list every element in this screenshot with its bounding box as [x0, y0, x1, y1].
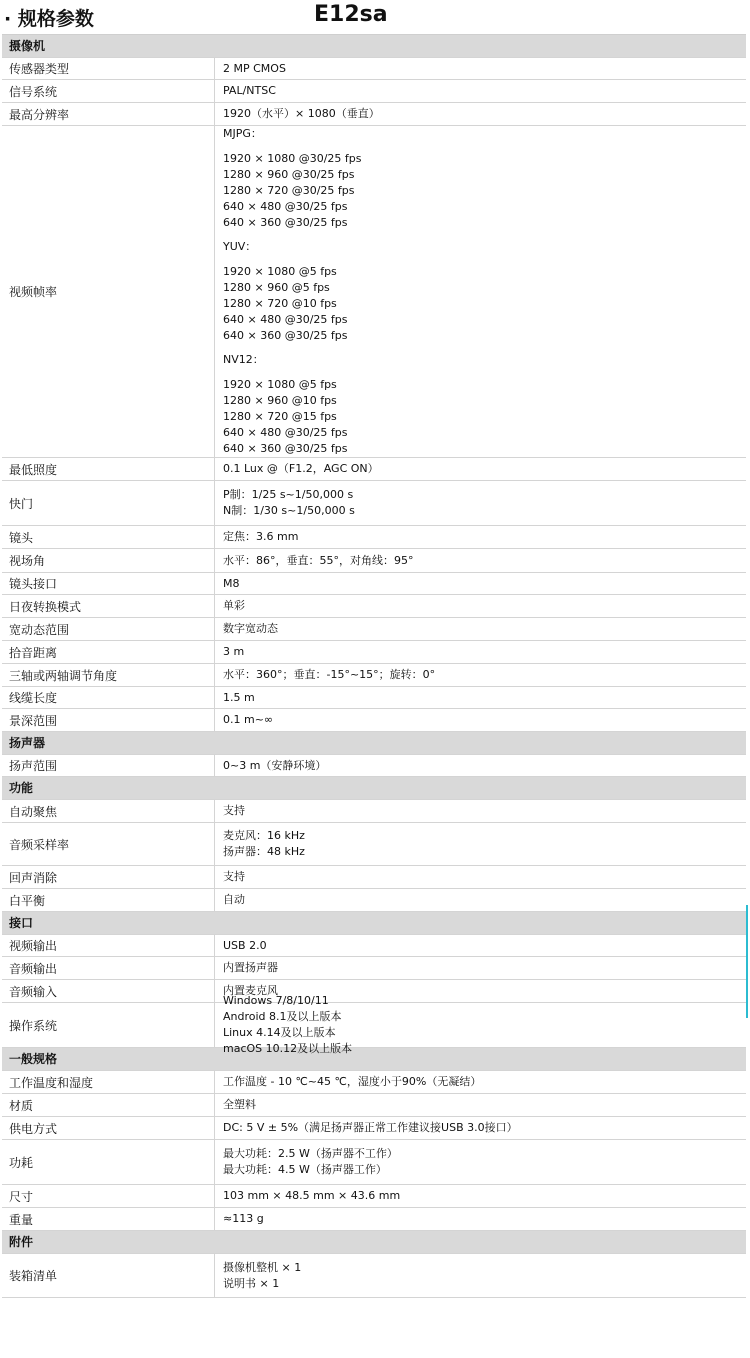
spec-row: [2, 1094, 746, 1117]
value-line: 最大功耗：2.5 W（扬声器不工作）: [223, 1147, 398, 1160]
spec-value: [215, 957, 746, 979]
spec-value: [215, 755, 746, 776]
spec-value: [215, 618, 746, 640]
spec-value: [215, 1071, 746, 1093]
spec-value: [215, 526, 746, 548]
value-line: 扬声器：48 kHz: [223, 845, 305, 858]
spec-value: [215, 823, 746, 865]
value-line: PAL/NTSC: [223, 84, 276, 97]
category-header: 功能: [2, 777, 746, 800]
value-line: 全塑料: [223, 1098, 256, 1111]
spec-row: [2, 1117, 746, 1140]
spec-label: 材质: [2, 1094, 215, 1116]
value-line: 麦克风：16 kHz: [223, 829, 305, 842]
spec-row: [2, 80, 746, 103]
spec-row: [2, 1071, 746, 1094]
spec-row: [2, 126, 746, 458]
value-line: 支持: [223, 804, 245, 817]
value-line: 640 × 360 @30/25 fps: [223, 215, 348, 229]
spec-row: [2, 641, 746, 664]
spec-value: [215, 595, 746, 617]
spec-value: [215, 664, 746, 686]
spec-label: 功耗: [2, 1140, 215, 1184]
spec-label: 景深范围: [2, 709, 215, 731]
spec-value: [215, 994, 746, 1055]
spec-row: [2, 935, 746, 957]
value-line: 1280 × 720 @15 fps: [223, 409, 337, 423]
spec-value: [215, 458, 746, 480]
value-line: 3 m: [223, 645, 245, 658]
spec-label: 线缆长度: [2, 687, 215, 708]
spec-label: 三轴或两轴调节角度: [2, 664, 215, 686]
spec-value: [215, 1140, 746, 1184]
value-line: 1280 × 720 @30/25 fps: [223, 183, 355, 197]
spec-label: 快门: [2, 481, 215, 525]
value-line: 0.1 Lux @（F1.2，AGC ON）: [223, 462, 379, 475]
model-name: E12sa: [314, 2, 388, 27]
spec-label: 自动聚焦: [2, 800, 215, 822]
value-line: 说明书 × 1: [223, 1276, 280, 1290]
section-title: · 规格参数: [4, 8, 94, 30]
value-line: 103 mm × 48.5 mm × 43.6 mm: [223, 1189, 401, 1202]
value-line: 1920 × 1080 @5 fps: [223, 377, 337, 391]
spec-row: [2, 709, 746, 732]
spec-row: [2, 573, 746, 595]
spec-row: [2, 458, 746, 481]
spec-value: [215, 935, 746, 956]
value-line: 0.1 m~∞: [223, 713, 274, 726]
value-line: YUV：: [223, 240, 257, 254]
value-line: 数字宽动态: [223, 622, 278, 635]
value-line: 1920（水平）× 1080（垂直）: [223, 107, 380, 120]
spec-value: [215, 1094, 746, 1116]
spec-row: [2, 481, 746, 526]
value-line: 640 × 480 @30/25 fps: [223, 199, 348, 213]
value-line: 1280 × 720 @10 fps: [223, 296, 337, 310]
value-line: Windows 7/8/10/11: [223, 994, 329, 1007]
spec-value: [215, 709, 746, 731]
spec-label: 供电方式: [2, 1117, 215, 1139]
spec-label: 音频输出: [2, 957, 215, 979]
spec-value: [215, 1254, 746, 1297]
spec-row: [2, 595, 746, 618]
value-line: N制：1/30 s~1/50,000 s: [223, 504, 355, 517]
spec-label: 宽动态范围: [2, 618, 215, 640]
spec-row: [2, 664, 746, 687]
spec-row: [2, 1140, 746, 1185]
spec-row: [2, 1254, 746, 1298]
spec-row: [2, 1208, 746, 1231]
spec-row: [2, 823, 746, 866]
spec-row: [2, 103, 746, 126]
value-line: 水平：86°，垂直：55°，对角线：95°: [223, 553, 414, 567]
value-line: 640 × 480 @30/25 fps: [223, 425, 348, 439]
spec-value: [215, 103, 746, 125]
spec-label: 扬声范围: [2, 755, 215, 776]
value-line: Linux 4.14及以上版本: [223, 1026, 336, 1039]
value-line: 支持: [223, 870, 245, 883]
spec-value: [215, 58, 746, 79]
spec-row: [2, 889, 746, 912]
category-header: 附件: [2, 1231, 746, 1254]
spec-label: 装箱清单: [2, 1254, 215, 1297]
blank-line: [223, 368, 746, 377]
spec-label: 操作系统: [2, 1003, 215, 1047]
blank-line: [223, 142, 746, 151]
value-line: 2 MP CMOS: [223, 61, 286, 75]
spec-label: 最高分辨率: [2, 103, 215, 125]
spec-row: [2, 549, 746, 573]
value-line: 1280 × 960 @10 fps: [223, 393, 337, 407]
spec-row: [2, 800, 746, 823]
spec-label: 白平衡: [2, 889, 215, 911]
spec-value: [215, 1208, 746, 1230]
spec-value: [215, 481, 746, 525]
spec-value: [215, 549, 746, 572]
category-header: 接口: [2, 912, 746, 935]
value-line: 640 × 360 @30/25 fps: [223, 328, 348, 342]
spec-header: [0, 0, 750, 34]
value-line: 摄像机整机 × 1: [223, 1260, 302, 1274]
spec-value: [215, 1117, 746, 1139]
category-header: 摄像机: [2, 35, 746, 58]
value-line: 水平：360°；垂直：-15°~15°；旋转：0°: [223, 668, 436, 681]
value-line: 1.5 m: [223, 690, 255, 704]
spec-value: [215, 800, 746, 822]
value-line: P制：1/25 s~1/50,000 s: [223, 488, 354, 501]
value-line: 0~3 m（安静环境）: [223, 758, 327, 772]
value-line: ≈113 g: [223, 1212, 264, 1225]
value-line: 640 × 480 @30/25 fps: [223, 312, 348, 326]
spec-label: 尺寸: [2, 1185, 215, 1207]
spec-label: 日夜转换模式: [2, 595, 215, 617]
value-line: 最大功耗：4.5 W（扬声器工作）: [223, 1163, 387, 1176]
value-line: USB 2.0: [223, 938, 267, 952]
value-line: M8: [223, 576, 240, 590]
value-line: macOS 10.12及以上版本: [223, 1042, 353, 1055]
category-header: 一般规格: [2, 1048, 746, 1071]
spec-value: [215, 80, 746, 102]
spec-row: [2, 618, 746, 641]
spec-value: [215, 866, 746, 888]
value-line: 内置麦克风: [223, 984, 278, 997]
spec-label: 信号系统: [2, 80, 215, 102]
value-line: 1920 × 1080 @30/25 fps: [223, 151, 362, 165]
spec-row: [2, 526, 746, 549]
value-line: Android 8.1及以上版本: [223, 1010, 342, 1023]
spec-row: [2, 755, 746, 777]
spec-label: 拾音距离: [2, 641, 215, 663]
value-line: 单彩: [223, 599, 245, 612]
value-line: 1280 × 960 @30/25 fps: [223, 167, 355, 181]
spec-row: [2, 957, 746, 980]
value-line: 内置扬声器: [223, 961, 278, 974]
value-line: DC: 5 V ± 5%（满足扬声器正常工作建议接USB 3.0接口）: [223, 1121, 518, 1134]
spec-row: [2, 687, 746, 709]
value-line: MJPG：: [223, 127, 262, 141]
spec-label: 音频采样率: [2, 823, 215, 865]
spec-row: [2, 994, 746, 1055]
spec-label: 回声消除: [2, 866, 215, 888]
blank-line: [223, 255, 746, 264]
spec-value: [215, 687, 746, 708]
value-line: 自动: [223, 893, 245, 906]
spec-label: 视频帧率: [2, 126, 215, 457]
spec-label: 重量: [2, 1208, 215, 1230]
spec-value: [215, 641, 746, 663]
spec-label: 最低照度: [2, 458, 215, 480]
category-header: 扬声器: [2, 732, 746, 755]
value-line: 1280 × 960 @5 fps: [223, 280, 330, 294]
spec-label: 工作温度和湿度: [2, 1071, 215, 1093]
spec-label: 镜头接口: [2, 573, 215, 594]
spec-row: [2, 1185, 746, 1208]
spec-row: [2, 58, 746, 80]
value-line: 定焦：3.6 mm: [223, 530, 299, 543]
blank-line: [223, 344, 746, 353]
spec-label: 音频输入: [2, 980, 215, 1002]
spec-label: 视场角: [2, 549, 215, 572]
spec-label: 传感器类型: [2, 58, 215, 79]
spec-label: 视频输出: [2, 935, 215, 956]
edge-accent: [746, 905, 748, 1018]
spec-value: [215, 573, 746, 594]
blank-line: [223, 231, 746, 240]
value-line: 1920 × 1080 @5 fps: [223, 264, 337, 278]
spec-label: 镜头: [2, 526, 215, 548]
spec-value: [215, 1185, 746, 1207]
spec-row: [2, 866, 746, 889]
value-line: NV12：: [223, 353, 264, 367]
spec-value: [215, 126, 746, 457]
spec-table: [2, 34, 746, 1298]
value-line: 工作温度 - 10 ℃~45 ℃，湿度小于90%（无凝结）: [223, 1075, 482, 1088]
value-line: 640 × 360 @30/25 fps: [223, 441, 348, 455]
spec-value: [215, 889, 746, 911]
